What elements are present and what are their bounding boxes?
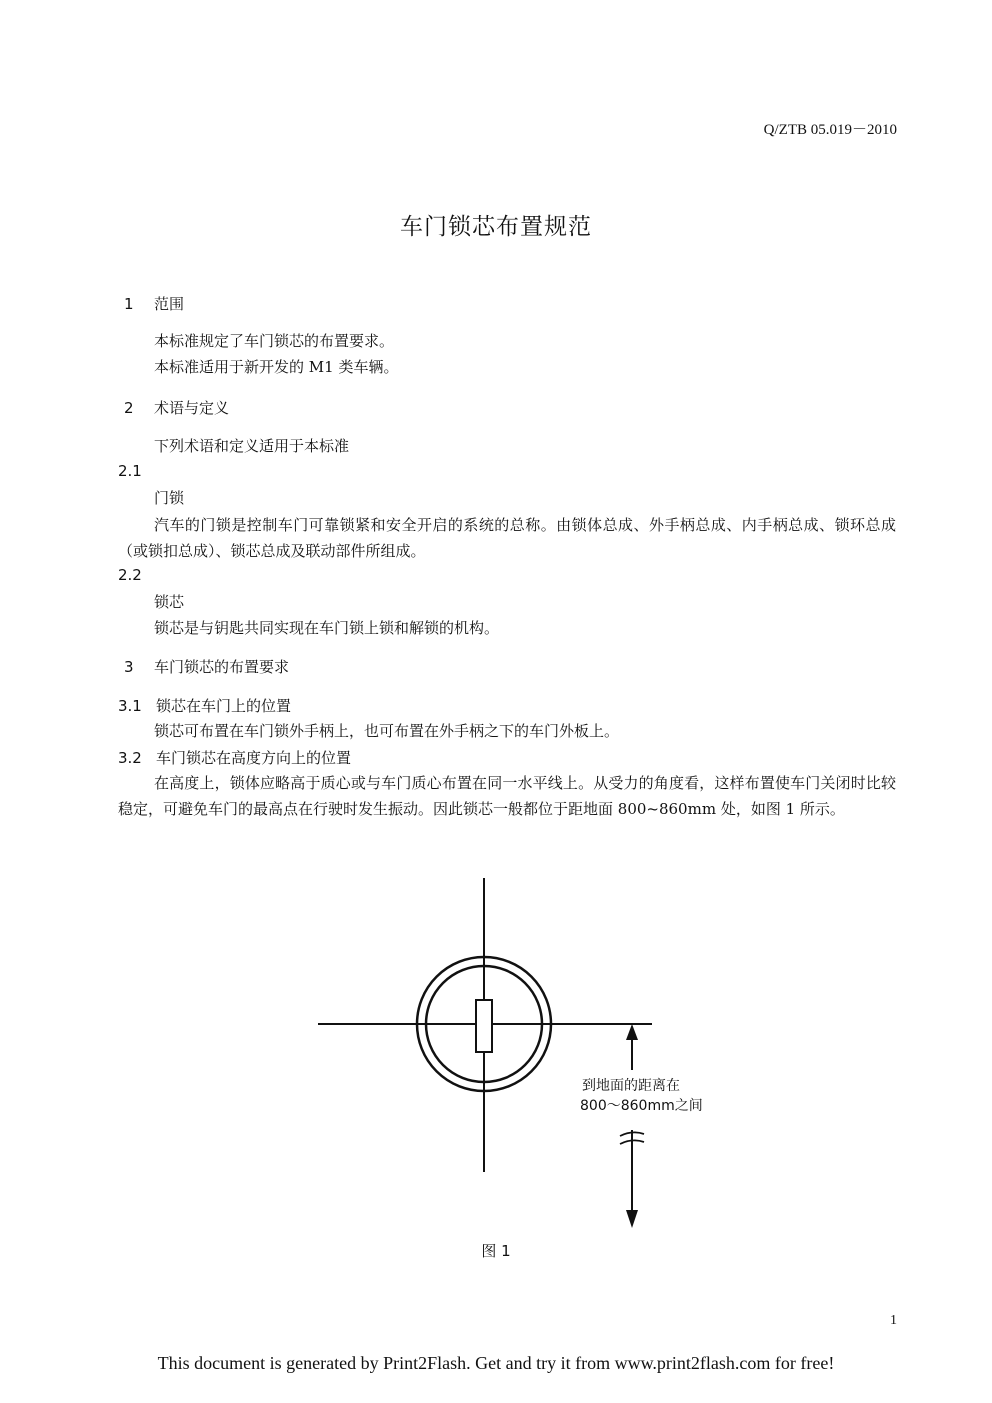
section-2-heading [124,397,229,418]
clause-3-1-text: 锁芯可布置在车门锁外手柄上，也可布置在外手柄之下的车门外板上。 [154,722,620,740]
clause-2-2-definition: 锁芯是与钥匙共同实现在车门锁上锁和解锁的机构。 [154,619,500,637]
clause-2-1-term: 门锁 [154,489,185,507]
section-3-heading [124,656,289,677]
clause-3-2-title: 车门锁芯在高度方向上的位置 [156,749,352,767]
section-1-number: 1 [124,295,134,313]
section-2-intro: 下列术语和定义适用于本标准 [154,437,350,455]
dimension-arrow-up [626,1024,638,1040]
clause-3-2-heading [118,747,351,768]
section-3-number: 3 [124,658,134,676]
footer-notice: This document is generated by Print2Flash. Get and try it from www.print2flash.com for free! [157,1353,835,1373]
section-3-title: 车门锁芯的布置要求 [154,658,290,676]
clause-3-2-text: 在高度上，锁体应略高于质心或与车门质心布置在同一水平线上。从受力的角度看，这样布置使车门关闭时比较稳定，可避免车门的最高点在行驶时发生振动。因此锁芯一般都位于距地面 800~860mm 处，如图 1 所示。 [118,774,896,818]
dimension-arrow-down [626,1210,638,1228]
document-title: 车门锁芯布置规范 [400,214,592,240]
clause-2-2-term: 锁芯 [154,593,185,611]
section-2-title: 术语与定义 [154,399,230,417]
section-1-heading [124,293,184,314]
standard-number: Q/ZTB 05.019－2010 [763,122,897,138]
clause-2-1-number: 2.1 [118,462,142,480]
clause-3-1-number: 3.1 [118,697,142,715]
clause-3-2-number: 3.2 [118,749,142,767]
key-slot-rectangle [476,1000,492,1052]
figure-1-diagram [290,860,710,1240]
clause-2-2-number: 2.2 [118,566,142,584]
section-1-line-2: 本标准适用于新开发的 M1 类车辆。 [154,358,399,376]
page-number: 1 [890,1313,897,1328]
annotation-line-1: 到地面的距离在 [582,1078,680,1094]
section-1-title: 范围 [154,295,185,313]
figure-1-caption: 图 1 [481,1242,511,1260]
clause-3-1-heading [118,695,291,716]
section-2-number: 2 [124,399,134,417]
annotation-line-2: 800～860mm之间 [580,1098,703,1114]
section-1-line-1: 本标准规定了车门锁芯的布置要求。 [154,332,395,350]
clause-2-1-definition: 汽车的门锁是控制车门可靠锁紧和安全开启的系统的总称。由锁体总成、外手柄总成、内手柄总成、锁环总成（或锁扣总成）、锁芯总成及联动部件所组成。 [118,516,896,560]
clause-3-1-title: 锁芯在车门上的位置 [156,697,292,715]
